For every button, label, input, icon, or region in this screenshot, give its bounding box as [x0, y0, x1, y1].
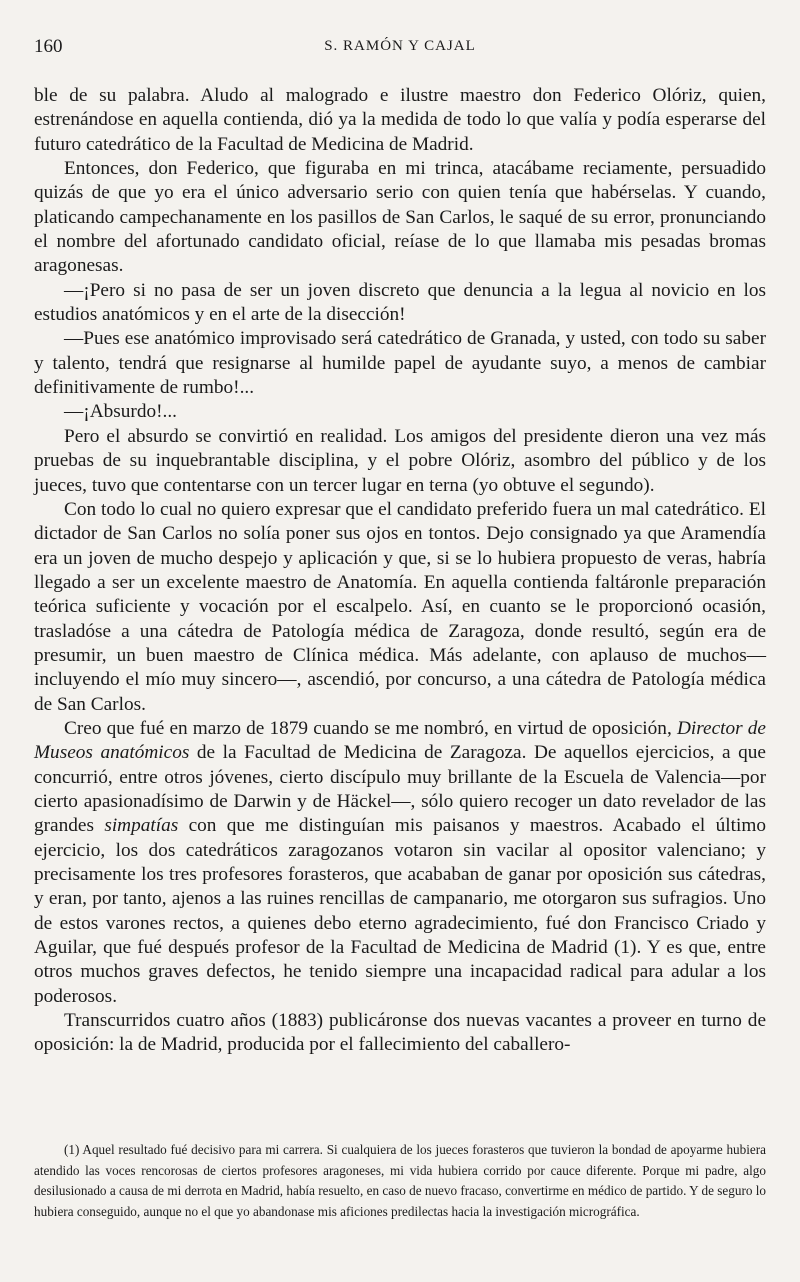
dialogue-line: —¡Absurdo!... [64, 401, 177, 423]
running-head: S. RAMÓN Y CAJAL [324, 38, 476, 54]
paragraph: Transcurridos cuatro años (1883) publicáronse dos nuevas vacantes a proveer en turno de oposición: la de Madrid, producida por el fallecimiento del caballero- [34, 1010, 766, 1056]
text-run: Creo que fué en marzo de 1879 cuando se me nombró, en virtud de oposición, [64, 717, 677, 739]
footnotes [34, 1140, 766, 1222]
page-number: 160 [34, 36, 63, 57]
paragraph: Pero el absurdo se convirtió en realidad. Los amigos del presidente dieron una vez más pruebas de su inquebrantable disciplina, y el pobre Olóriz, asombro del público y de los jueces, tuvo que contentarse con un tercer lugar en terna (yo obtuve el segundo). [34, 425, 766, 496]
text-run: de la Facultad de Medicina de Zaragoza. De aquellos ejercicios, a que concurrió, entre otros jóvenes, cierto discípulo muy brillante de la Escuela de Valencia—por cierto apasionadísimo de Darwin y de Häckel—, sólo quiero recoger un dato revelador de las grandes [34, 742, 766, 837]
paragraph: Con todo lo cual no quiero expresar que el candidato preferido fuera un mal catedrático. El dictador de San Carlos no solía poner sus ojos en tontos. Dejo consignado ya que Aramendía era un joven de mucho despejo y aplicación y que, si se lo hubiera propuesto de veras, habría llegado a ser un excelente maestro de Anatomía. En aquella contienda faltáronle preparación teórica suficiente y vocación por el escalpelo. Así, en cuanto se le proporcionó ocasión, trasladóse a una cátedra de Patología médica de Zaragoza, donde resultó, según era de presumir, un buen maestro de Clínica médica. Más adelante, con aplauso de muchos—incluyendo el mío muy sincero—, ascendió, por concurso, a una cátedra de Patología médica de San Carlos. [34, 498, 766, 715]
body-text [34, 84, 766, 1058]
italic-title: Director de Museos anatómicos [34, 717, 766, 764]
paragraph [34, 717, 766, 1009]
dialogue-line: —¡Pero si no pasa de ser un joven discreto que denuncia a la legua al novicio en los estudios anatómicos y en el arte de la disección! [34, 279, 766, 326]
page-header [34, 36, 766, 60]
paragraph: Entonces, don Federico, que figuraba en mi trinca, atacábame reciamente, persuadido quizás de que yo era el único adversario serio con quien tenía que habérselas. Y cuando, platicando campechanamente en los pasillos de San Carlos, le saqué de su error, pronunciando el nombre del afortunado candidato oficial, reíase de lo que llamaba mis pesadas bromas aragonesas. [34, 158, 766, 277]
footnote: (1) Aquel resultado fué decisivo para mi carrera. Si cualquiera de los jueces forasteros que tuvieron la bondad de apoyarme hubiera atendido las voces rencorosas de ciertos profesores aragoneses, mi vida hubiera corrido por cauce diferente. Porque mi padre, algo desilusionado a causa de mi derrota en Madrid, había resuelto, en caso de nuevo fracaso, convertirme en médico de partido. Y de seguro lo hubiera conseguido, aunque no el que yo abandonase mis aficiones predilectas hacia la investigación micrográfica. [34, 1142, 766, 1219]
dialogue-line: —Pues ese anatómico improvisado será catedrático de Granada, y usted, con todo su saber y talento, tendrá que resignarse al humilde papel de ayudante suyo, a menos de cambiar definitivamente de rumbo!... [34, 328, 766, 399]
paragraph: ble de su palabra. Aludo al malogrado e ilustre maestro don Federico Olóriz, quien, estrenándose en aquella contienda, dió ya la medida de todo lo que valía y podía esperarse del futuro catedrático de la Facultad de Medicina de Madrid. [34, 85, 766, 155]
text-run: con que me distinguían mis paisanos y maestros. Acabado el último ejercicio, los dos catedráticos zaragozanos votaron sin vacilar al opositor valenciano; y precisamente los tres profesores forasteros, que acababan de ganar por oposición sus cátedras, y eran, por tanto, ajenos a las ruines rencillas de campanario, me otorgaron sus sufragios. Uno de estos varones rectos, a quienes debo eterno agradecimiento, fué don Francisco Criado y Aguilar, que fué después profesor de la Facultad de Medicina de Madrid (1). Y es que, entre otros muchos graves defectos, he tenido siempre una incapacidad radical para adular a los poderosos. [34, 815, 766, 1007]
italic-word: simpatías [104, 815, 179, 837]
